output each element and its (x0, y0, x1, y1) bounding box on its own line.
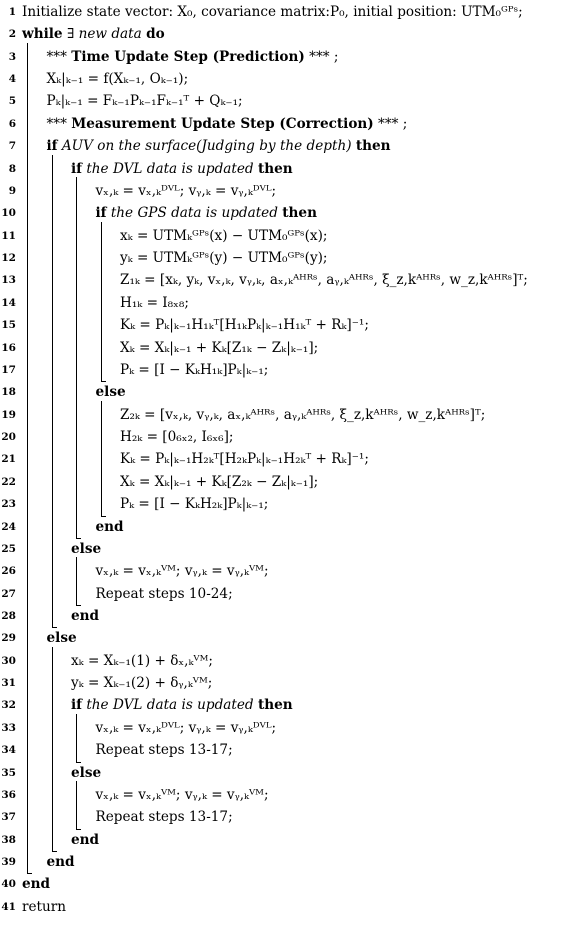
line-code: if the DVL data is updated then (71, 697, 293, 714)
line-code: vₓ,ₖ = vₓ,ₖᴰⱽᴸ; vᵧ,ₖ = vᵧ,ₖᴰⱽᴸ; (95, 719, 277, 736)
line-code: Z₁ₖ = [xₖ, yₖ, vₓ,ₖ, vᵧ,ₖ, aₓ,ₖᴬᴴᴿˢ, aᵧ,ₖᴬᴴᴿˢ, ξ_z,kᴬᴴᴿˢ, w_z,kᴬᴴᴿˢ]ᵀ; (120, 272, 528, 289)
line-number: 18 (1, 386, 16, 399)
line-number: 15 (1, 319, 16, 332)
line-number: 28 (1, 609, 16, 622)
block-guide (101, 222, 102, 382)
line-number: 14 (1, 296, 16, 309)
line-code: Pₖ = [I − KₖH₁ₖ]Pₖ|ₖ₋₁; (120, 361, 269, 378)
line-number: 24 (1, 520, 16, 533)
line-code: xₖ = Xₖ₋₁(1) + δₓ,ₖⱽᴹ; (71, 652, 213, 669)
algorithm-line (0, 314, 568, 336)
line-number: 32 (1, 699, 16, 712)
line-code: end (22, 876, 51, 893)
line-code: else (71, 764, 102, 781)
algorithm-line (0, 1, 568, 23)
block-guide-hook (76, 538, 81, 539)
block-guide (76, 714, 77, 762)
line-code: Z₂ₖ = [vₓ,ₖ, vᵧ,ₖ, aₓ,ₖᴬᴴᴿˢ, aᵧ,ₖᴬᴴᴿˢ, ξ_z,kᴬᴴᴿˢ, w_z,kᴬᴴᴿˢ]ᵀ; (120, 406, 486, 423)
line-code: Xₖ = Xₖ|ₖ₋₁ + Kₖ[Z₁ₖ − Zₖ|ₖ₋₁]; (120, 339, 319, 356)
block-guide (76, 781, 77, 829)
line-number: 11 (1, 229, 16, 242)
algorithm-line (0, 381, 568, 403)
line-number: 2 (8, 28, 16, 41)
line-code: else (95, 384, 126, 401)
algorithm-line (0, 516, 568, 538)
line-code: if the GPS data is updated then (95, 205, 317, 222)
block-guide-hook (76, 829, 81, 830)
line-number: 16 (1, 341, 16, 354)
algorithm-line (0, 873, 568, 895)
algorithm-line (0, 627, 568, 649)
line-code: Kₖ = Pₖ|ₖ₋₁H₁ₖᵀ[H₁ₖPₖ|ₖ₋₁H₁ₖᵀ + Rₖ]⁻¹; (120, 317, 369, 334)
algorithm-line (0, 113, 568, 135)
algorithm-line (0, 448, 568, 470)
line-number: 35 (1, 766, 16, 779)
line-code: yₖ = Xₖ₋₁(2) + δᵧ,ₖⱽᴹ; (71, 675, 213, 692)
block-guide (76, 177, 77, 538)
algorithm-line (0, 359, 568, 381)
line-code: H₁ₖ = I₈ₓ₈; (120, 294, 189, 311)
line-number: 41 (1, 900, 16, 913)
line-code: if AUV on the surface(Judging by the depth) then (46, 138, 391, 155)
algorithm-line (0, 46, 568, 68)
line-number: 23 (1, 498, 16, 511)
line-code: return (22, 898, 67, 915)
block-guide-hook (76, 605, 81, 606)
line-number: 26 (1, 565, 16, 578)
line-code: Xₖ = Xₖ|ₖ₋₁ + Kₖ[Z₂ₖ − Zₖ|ₖ₋₁]; (120, 473, 319, 490)
algorithm-line (0, 829, 568, 851)
algorithm-line (0, 672, 568, 694)
line-code: else (71, 540, 102, 557)
line-code: vₓ,ₖ = vₓ,ₖⱽᴹ; vᵧ,ₖ = vᵧ,ₖⱽᴹ; (95, 563, 269, 580)
line-code: end (71, 831, 100, 848)
line-number: 8 (8, 162, 16, 175)
block-guide (52, 155, 53, 628)
line-number: 29 (1, 632, 16, 645)
algorithm-line (0, 135, 568, 157)
line-number: 12 (1, 252, 16, 265)
line-number: 34 (1, 744, 16, 757)
line-number: 20 (1, 431, 16, 444)
line-code: Repeat steps 10-24; (95, 585, 233, 602)
line-number: 1 (8, 6, 16, 18)
line-code: Initialize state vector: X₀, covariance matrix:P₀, initial position: UTM₀ᴳᴾˢ; (22, 4, 523, 20)
line-number: 33 (1, 721, 16, 734)
line-code: H₂ₖ = [0₆ₓ₂, I₆ₓ₆]; (120, 429, 234, 446)
block-guide-hook (76, 762, 81, 763)
algorithm-line (0, 605, 568, 627)
line-code: *** Time Update Step (Prediction) *** ; (46, 48, 339, 65)
line-code: xₖ = UTMₖᴳᴾˢ(x) − UTM₀ᴳᴾˢ(x); (120, 227, 328, 244)
line-code: vₓ,ₖ = vₓ,ₖᴰⱽᴸ; vᵧ,ₖ = vᵧ,ₖᴰⱽᴸ; (95, 182, 277, 199)
block-guide (76, 557, 77, 605)
block-guide-hook (101, 381, 106, 382)
algorithm-line (0, 292, 568, 314)
algorithm-line (0, 68, 568, 90)
line-code: Repeat steps 13-17; (95, 742, 233, 759)
line-number: 21 (1, 453, 16, 466)
line-number: 37 (1, 811, 16, 824)
line-code: Repeat steps 13-17; (95, 809, 233, 826)
line-number: 30 (1, 654, 16, 667)
block-guide-hook (27, 873, 32, 874)
algorithm-line (0, 247, 568, 269)
algorithm-line (0, 739, 568, 761)
line-code: end (95, 518, 124, 535)
block-guide (27, 43, 28, 874)
algorithm-line (0, 426, 568, 448)
algorithm-line (0, 762, 568, 784)
line-number: 9 (8, 184, 16, 197)
algorithm-line (0, 269, 568, 291)
line-number: 4 (8, 73, 16, 86)
block-guide-hook (52, 627, 57, 628)
line-number: 27 (1, 587, 16, 600)
line-code: yₖ = UTMₖᴳᴾˢ(y) − UTM₀ᴳᴾˢ(y); (120, 250, 328, 267)
line-number: 19 (1, 408, 16, 421)
algorithm-line (0, 225, 568, 247)
line-number: 17 (1, 363, 16, 376)
line-code: end (71, 607, 100, 624)
algorithm-line (0, 583, 568, 605)
line-number: 36 (1, 788, 16, 801)
line-number: 25 (1, 542, 16, 555)
algorithm-line (0, 158, 568, 180)
line-code: Pₖ = [I − KₖH₂ₖ]Pₖ|ₖ₋₁; (120, 496, 269, 513)
algorithm-line (0, 717, 568, 739)
algorithm-line (0, 493, 568, 515)
algorithm-line (0, 896, 568, 918)
line-number: 7 (8, 140, 16, 153)
line-number: 38 (1, 833, 16, 846)
block-guide-hook (52, 851, 57, 852)
line-code: Xₖ|ₖ₋₁ = f(Xₖ₋₁, Oₖ₋₁); (46, 71, 189, 88)
line-code: while ∃ new data do (22, 26, 165, 43)
line-number: 5 (8, 95, 16, 108)
line-number: 13 (1, 274, 16, 287)
algorithm-line (0, 180, 568, 202)
algorithm-line (0, 650, 568, 672)
algorithm-line (0, 90, 568, 112)
block-guide-hook (101, 516, 106, 517)
line-code: vₓ,ₖ = vₓ,ₖⱽᴹ; vᵧ,ₖ = vᵧ,ₖⱽᴹ; (95, 786, 269, 803)
line-number: 31 (1, 677, 16, 690)
line-code: Kₖ = Pₖ|ₖ₋₁H₂ₖᵀ[H₂ₖPₖ|ₖ₋₁H₂ₖᵀ + Rₖ]⁻¹; (120, 451, 369, 468)
line-code: Pₖ|ₖ₋₁ = Fₖ₋₁Pₖ₋₁Fₖ₋₁ᵀ + Qₖ₋₁; (46, 93, 243, 110)
algorithm-line (0, 560, 568, 582)
algorithm-line (0, 694, 568, 716)
algorithm-line (0, 202, 568, 224)
algorithm-line (0, 538, 568, 560)
line-number: 3 (8, 50, 16, 63)
algorithm-line (0, 23, 568, 45)
algorithm-line (0, 404, 568, 426)
algorithm-line (0, 784, 568, 806)
block-guide (52, 647, 53, 851)
line-number: 6 (8, 117, 16, 130)
line-code: else (46, 630, 77, 647)
line-number: 10 (1, 207, 16, 220)
line-code: end (46, 854, 75, 871)
algorithm-line (0, 337, 568, 359)
algorithm-line (0, 806, 568, 828)
line-code: *** Measurement Update Step (Correction) *** ; (46, 115, 408, 132)
block-guide (101, 401, 102, 516)
line-number: 22 (1, 475, 16, 488)
line-code: if the DVL data is updated then (71, 160, 293, 177)
line-number: 40 (1, 878, 16, 891)
algorithm-line (0, 851, 568, 873)
algorithm-line (0, 471, 568, 493)
line-number: 39 (1, 856, 16, 869)
